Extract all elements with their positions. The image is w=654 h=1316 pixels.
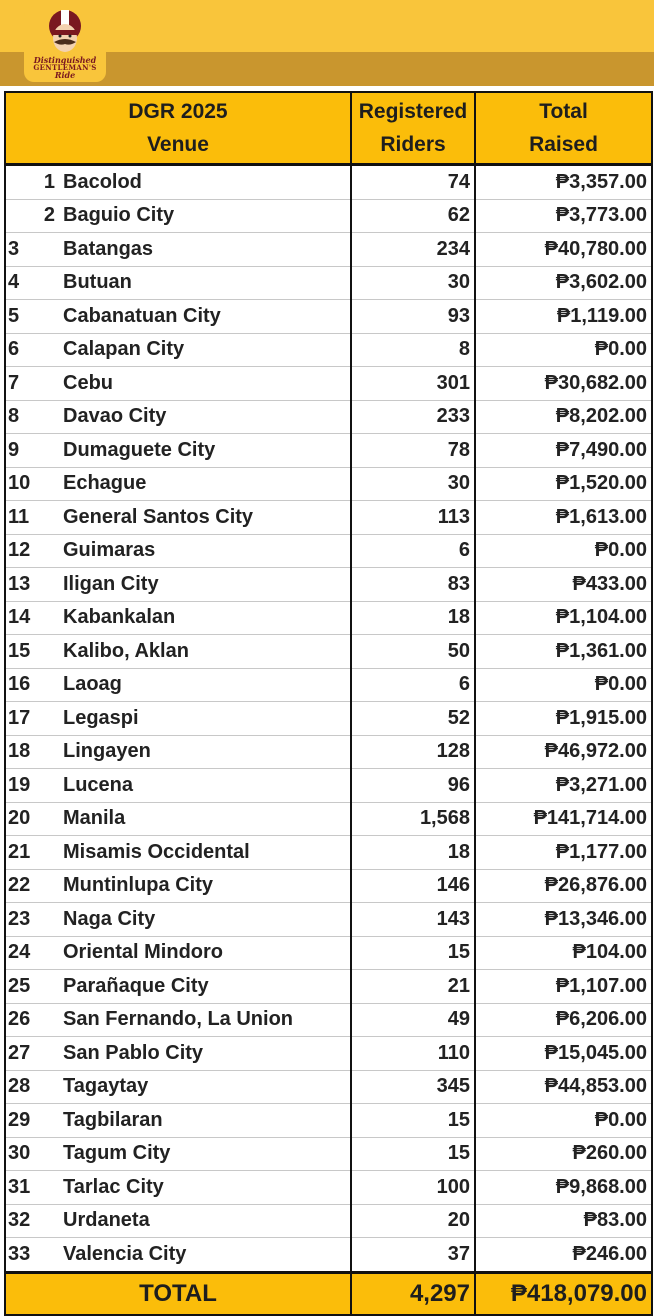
table-row <box>5 869 652 903</box>
venue-cell: Legaspi <box>59 702 351 736</box>
row-number: 25 <box>5 970 59 1004</box>
raised-cell: ₱7,490.00 <box>475 434 652 468</box>
table-header-row <box>5 92 652 165</box>
riders-cell: 49 <box>351 1003 475 1037</box>
table-row <box>5 501 652 535</box>
raised-cell: ₱83.00 <box>475 1204 652 1238</box>
table-row <box>5 333 652 367</box>
riders-column-header <box>351 92 475 165</box>
row-number: 24 <box>5 936 59 970</box>
table-row <box>5 802 652 836</box>
table-row <box>5 635 652 669</box>
raised-cell: ₱0.00 <box>475 668 652 702</box>
riders-cell: 15 <box>351 1104 475 1138</box>
table-row <box>5 1037 652 1071</box>
row-number: 17 <box>5 702 59 736</box>
venue-header-line1: DGR 2025 <box>128 100 228 123</box>
riders-cell: 6 <box>351 668 475 702</box>
row-number: 30 <box>5 1137 59 1171</box>
venue-cell: Parañaque City <box>59 970 351 1004</box>
venue-cell: Kalibo, Aklan <box>59 635 351 669</box>
venue-cell: Tagbilaran <box>59 1104 351 1138</box>
raised-column-header <box>475 92 652 165</box>
riders-cell: 78 <box>351 434 475 468</box>
raised-cell: ₱1,361.00 <box>475 635 652 669</box>
row-number: 26 <box>5 1003 59 1037</box>
row-number: 11 <box>5 501 59 535</box>
riders-header-line1: Registered <box>358 100 468 123</box>
riders-cell: 146 <box>351 869 475 903</box>
table-row <box>5 769 652 803</box>
venue-cell: Guimaras <box>59 534 351 568</box>
total-raised: ₱418,079.00 <box>475 1272 652 1315</box>
riders-cell: 1,568 <box>351 802 475 836</box>
raised-cell: ₱0.00 <box>475 1104 652 1138</box>
riders-cell: 110 <box>351 1037 475 1071</box>
raised-cell: ₱15,045.00 <box>475 1037 652 1071</box>
venue-cell: Naga City <box>59 903 351 937</box>
table-row <box>5 1003 652 1037</box>
table-body <box>5 165 652 1273</box>
riders-cell: 113 <box>351 501 475 535</box>
table-row <box>5 903 652 937</box>
raised-cell: ₱1,613.00 <box>475 501 652 535</box>
raised-cell: ₱44,853.00 <box>475 1070 652 1104</box>
row-number: 18 <box>5 735 59 769</box>
table-row <box>5 1137 652 1171</box>
venue-cell: Kabankalan <box>59 601 351 635</box>
venue-cell: Iligan City <box>59 568 351 602</box>
table-row <box>5 467 652 501</box>
table-row <box>5 601 652 635</box>
row-number: 15 <box>5 635 59 669</box>
venue-cell: San Fernando, La Union <box>59 1003 351 1037</box>
venue-cell: Laoag <box>59 668 351 702</box>
table-row <box>5 1070 652 1104</box>
riders-cell: 15 <box>351 1137 475 1171</box>
raised-cell: ₱1,107.00 <box>475 970 652 1004</box>
row-number: 32 <box>5 1204 59 1238</box>
table-row <box>5 1104 652 1138</box>
logo-text-ride: Ride <box>54 70 76 80</box>
table-row <box>5 233 652 267</box>
raised-cell: ₱260.00 <box>475 1137 652 1171</box>
table-row <box>5 534 652 568</box>
row-number: 29 <box>5 1104 59 1138</box>
raised-cell: ₱1,104.00 <box>475 601 652 635</box>
raised-cell: ₱13,346.00 <box>475 903 652 937</box>
raised-cell: ₱40,780.00 <box>475 233 652 267</box>
raised-cell: ₱8,202.00 <box>475 400 652 434</box>
table-row <box>5 735 652 769</box>
raised-cell: ₱6,206.00 <box>475 1003 652 1037</box>
riders-cell: 301 <box>351 367 475 401</box>
riders-header-line2: Riders <box>380 133 446 156</box>
venue-cell: Manila <box>59 802 351 836</box>
raised-cell: ₱3,773.00 <box>475 199 652 233</box>
row-number: 19 <box>5 769 59 803</box>
row-number: 28 <box>5 1070 59 1104</box>
venue-cell: Lucena <box>59 769 351 803</box>
table-row <box>5 300 652 334</box>
dgr-results-table <box>4 91 653 1316</box>
raised-cell: ₱1,520.00 <box>475 467 652 501</box>
venue-cell: Oriental Mindoro <box>59 936 351 970</box>
row-number: 4 <box>5 266 59 300</box>
raised-cell: ₱3,602.00 <box>475 266 652 300</box>
riders-cell: 30 <box>351 467 475 501</box>
venue-cell: Davao City <box>59 400 351 434</box>
gentleman-helmet-icon <box>46 8 84 56</box>
riders-cell: 345 <box>351 1070 475 1104</box>
raised-cell: ₱0.00 <box>475 534 652 568</box>
raised-cell: ₱433.00 <box>475 568 652 602</box>
raised-cell: ₱26,876.00 <box>475 869 652 903</box>
venue-cell: Cebu <box>59 367 351 401</box>
raised-cell: ₱9,868.00 <box>475 1171 652 1205</box>
venue-cell: Butuan <box>59 266 351 300</box>
venue-cell: Muntinlupa City <box>59 869 351 903</box>
row-number: 1 <box>5 165 59 200</box>
row-number: 7 <box>5 367 59 401</box>
riders-cell: 83 <box>351 568 475 602</box>
row-number: 23 <box>5 903 59 937</box>
riders-cell: 37 <box>351 1238 475 1273</box>
riders-cell: 50 <box>351 635 475 669</box>
raised-cell: ₱0.00 <box>475 333 652 367</box>
riders-cell: 93 <box>351 300 475 334</box>
row-number: 5 <box>5 300 59 334</box>
riders-cell: 15 <box>351 936 475 970</box>
venue-cell: Urdaneta <box>59 1204 351 1238</box>
row-number: 9 <box>5 434 59 468</box>
raised-cell: ₱104.00 <box>475 936 652 970</box>
venue-cell: Tarlac City <box>59 1171 351 1205</box>
riders-cell: 74 <box>351 165 475 200</box>
table-row <box>5 970 652 1004</box>
row-number: 31 <box>5 1171 59 1205</box>
raised-cell: ₱246.00 <box>475 1238 652 1273</box>
dgr-logo <box>24 6 106 82</box>
row-number: 2 <box>5 199 59 233</box>
raised-cell: ₱1,119.00 <box>475 300 652 334</box>
row-number: 3 <box>5 233 59 267</box>
venue-cell: Bacolod <box>59 165 351 200</box>
total-row <box>5 1272 652 1315</box>
riders-cell: 30 <box>351 266 475 300</box>
riders-cell: 100 <box>351 1171 475 1205</box>
table-row <box>5 1204 652 1238</box>
row-number: 16 <box>5 668 59 702</box>
table-row <box>5 266 652 300</box>
riders-cell: 20 <box>351 1204 475 1238</box>
table-row <box>5 668 652 702</box>
venue-cell: General Santos City <box>59 501 351 535</box>
venue-column-header <box>5 92 351 165</box>
raised-cell: ₱3,271.00 <box>475 769 652 803</box>
riders-cell: 8 <box>351 333 475 367</box>
riders-cell: 233 <box>351 400 475 434</box>
raised-header-line2: Raised <box>529 133 598 156</box>
row-number: 6 <box>5 333 59 367</box>
venue-cell: Dumaguete City <box>59 434 351 468</box>
table-row <box>5 836 652 870</box>
row-number: 21 <box>5 836 59 870</box>
venue-cell: Baguio City <box>59 199 351 233</box>
table-row <box>5 199 652 233</box>
table-row <box>5 434 652 468</box>
venue-cell: Misamis Occidental <box>59 836 351 870</box>
raised-cell: ₱1,915.00 <box>475 702 652 736</box>
table-row <box>5 1238 652 1273</box>
logo-text-distinguished: Distinguished <box>33 55 97 65</box>
riders-cell: 21 <box>351 970 475 1004</box>
table-row <box>5 568 652 602</box>
venue-cell: Lingayen <box>59 735 351 769</box>
venue-header-line2: Venue <box>147 133 209 156</box>
row-number: 22 <box>5 869 59 903</box>
table-row <box>5 1171 652 1205</box>
total-riders: 4,297 <box>351 1272 475 1315</box>
row-number: 8 <box>5 400 59 434</box>
raised-cell: ₱3,357.00 <box>475 165 652 200</box>
row-number: 14 <box>5 601 59 635</box>
venue-cell: Tagum City <box>59 1137 351 1171</box>
riders-cell: 96 <box>351 769 475 803</box>
total-label: TOTAL <box>5 1272 351 1315</box>
row-number: 27 <box>5 1037 59 1071</box>
table-row <box>5 165 652 200</box>
riders-cell: 128 <box>351 735 475 769</box>
venue-cell: Echague <box>59 467 351 501</box>
row-number: 12 <box>5 534 59 568</box>
riders-cell: 18 <box>351 836 475 870</box>
table-row <box>5 702 652 736</box>
raised-cell: ₱46,972.00 <box>475 735 652 769</box>
table-row <box>5 400 652 434</box>
row-number: 33 <box>5 1238 59 1273</box>
raised-cell: ₱30,682.00 <box>475 367 652 401</box>
raised-cell: ₱141,714.00 <box>475 802 652 836</box>
venue-cell: Batangas <box>59 233 351 267</box>
venue-cell: Calapan City <box>59 333 351 367</box>
row-number: 20 <box>5 802 59 836</box>
table-row <box>5 936 652 970</box>
venue-cell: Valencia City <box>59 1238 351 1273</box>
riders-cell: 234 <box>351 233 475 267</box>
riders-cell: 18 <box>351 601 475 635</box>
riders-cell: 62 <box>351 199 475 233</box>
logo-text-gentlemans: GENTLEMAN'S <box>33 63 97 72</box>
row-number: 13 <box>5 568 59 602</box>
riders-cell: 52 <box>351 702 475 736</box>
raised-header-line1: Total <box>539 100 588 123</box>
venue-cell: San Pablo City <box>59 1037 351 1071</box>
table-row <box>5 367 652 401</box>
venue-cell: Cabanatuan City <box>59 300 351 334</box>
venue-cell: Tagaytay <box>59 1070 351 1104</box>
riders-cell: 143 <box>351 903 475 937</box>
raised-cell: ₱1,177.00 <box>475 836 652 870</box>
row-number: 10 <box>5 467 59 501</box>
riders-cell: 6 <box>351 534 475 568</box>
